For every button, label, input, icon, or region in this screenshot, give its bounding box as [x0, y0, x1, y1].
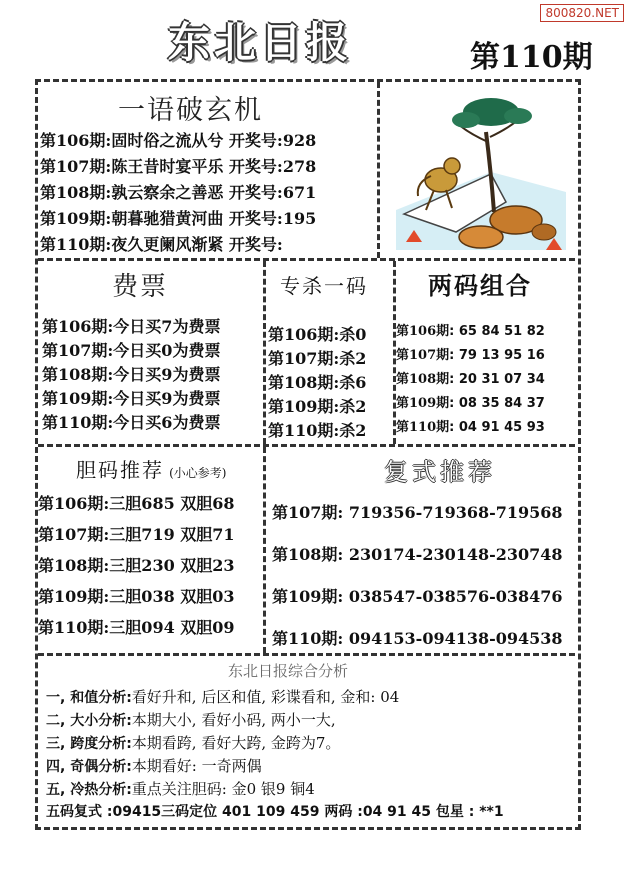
liangma-row — [396, 344, 545, 368]
divider-2 — [38, 444, 575, 447]
period-label: 第110期 — [396, 420, 450, 435]
riddle-text: 朝暮驰猎黄河曲 — [111, 209, 224, 228]
fushi-row: 第109期: 038547-038576-038476 — [272, 587, 563, 606]
feipiao-row: 第108期:今日买9为费票 — [42, 365, 221, 384]
riddle-row — [40, 180, 316, 206]
monkey-illustration — [396, 92, 566, 250]
period-label: 第110期: — [40, 235, 112, 254]
riddle-text: 陈王昔时宴平乐 — [111, 157, 224, 176]
draw-label: 开奖号: — [228, 157, 283, 176]
pair-numbers: : 08 35 84 37 — [449, 396, 545, 411]
liangma-row — [396, 320, 545, 344]
riddle-list — [40, 128, 316, 258]
divider-1 — [38, 258, 575, 261]
feipiao-row: 第109期:今日买9为费票 — [42, 389, 221, 408]
analysis-row — [46, 778, 504, 801]
riddle-title: 一语破玄机 — [118, 95, 263, 126]
site-watermark: 800820.NET — [540, 4, 624, 22]
zhuansha-row: 第108期:杀6 — [268, 373, 367, 392]
feipiao-list — [42, 314, 220, 434]
analysis-text: 重点关注胆码: 金0 银9 铜4 — [131, 780, 315, 798]
zhuansha-row: 第107期:杀2 — [268, 349, 367, 368]
draw-number: 671 — [282, 183, 317, 202]
period-label: 第109期: — [40, 209, 112, 228]
liangma-row — [396, 392, 545, 416]
divider-riddle — [377, 82, 380, 258]
riddle-row — [40, 154, 316, 180]
danma-note: (小心参考) — [169, 466, 227, 480]
fushi-list — [272, 500, 563, 668]
analysis-label: 二, 大小分析: — [46, 713, 132, 729]
liangma-row — [396, 368, 545, 392]
danma-list — [38, 491, 235, 646]
analysis-title: 东北日报综合分析 — [228, 662, 349, 680]
analysis-row — [46, 732, 504, 755]
danma-title: 胆码推荐 — [76, 458, 164, 482]
period-label: 第109期 — [396, 396, 450, 411]
fushi-row: 第110期: 094153-094138-094538 — [272, 629, 563, 648]
period-label: 第108期: — [40, 183, 112, 202]
fushi-row: 第108期: 230174-230148-230748 — [272, 545, 563, 564]
riddle-row — [40, 128, 316, 154]
fushi-row: 第107期: 719356-719368-719568 — [272, 503, 563, 522]
divider-feipiao — [263, 261, 266, 444]
feipiao-row: 第106期:今日买7为费票 — [42, 317, 221, 336]
fushi-title: 复式推荐 — [384, 458, 496, 486]
liangma-list — [396, 320, 545, 440]
period-label: 第107期: — [40, 157, 112, 176]
danma-row: 第110期:三胆094 双胆09 — [38, 618, 235, 637]
draw-label: 开奖号: — [228, 131, 283, 150]
zhuansha-row: 第110期:杀2 — [268, 421, 367, 440]
analysis-label: 三, 跨度分析: — [46, 736, 132, 752]
riddle-text: 固时俗之流从兮 — [111, 131, 224, 150]
analysis-label: 一, 和值分析: — [46, 690, 132, 706]
danma-row: 第106期:三胆685 双胆68 — [38, 494, 235, 513]
danma-header — [76, 454, 226, 483]
danma-row: 第109期:三胆038 双胆03 — [38, 587, 235, 606]
pair-numbers: : 79 13 95 16 — [449, 348, 545, 363]
riddle-text: 孰云察余之善恶 — [111, 183, 224, 202]
pair-numbers: : 65 84 51 82 — [449, 324, 545, 339]
pair-numbers: : 20 31 07 34 — [449, 372, 545, 387]
analysis-row — [46, 686, 504, 709]
pair-numbers: : 04 91 45 93 — [449, 420, 545, 435]
feipiao-row: 第110期:今日买6为费票 — [42, 413, 221, 432]
zhuansha-row: 第106期:杀0 — [268, 325, 367, 344]
period-label: 第106期 — [396, 324, 450, 339]
zhuansha-row: 第109期:杀2 — [268, 397, 367, 416]
draw-number: 195 — [282, 209, 317, 228]
analysis-row — [46, 755, 504, 778]
danma-row: 第107期:三胆719 双胆71 — [38, 525, 235, 544]
analysis-list — [46, 686, 504, 824]
analysis-footer: 五码复式 :09415三码定位 401 109 459 两码 :04 91 45 包星 : **1 — [46, 804, 504, 820]
riddle-text: 夜久更阑风渐紧 — [111, 235, 224, 254]
analysis-text: 看好升和, 后区和值, 彩谍看和, 金和: 04 — [131, 688, 400, 706]
draw-label: 开奖号: — [228, 209, 283, 228]
draw-number: 928 — [282, 131, 317, 150]
period-label: 第106期: — [40, 131, 112, 150]
issue-number: 第110期 — [470, 40, 593, 75]
draw-label: 开奖号: — [228, 235, 283, 254]
period-label: 第108期 — [396, 372, 450, 387]
analysis-text: 本期看跨, 看好大跨, 金跨为7。 — [131, 734, 341, 752]
zhuansha-list — [268, 322, 366, 442]
divider-danma — [263, 447, 266, 653]
analysis-label: 五, 冷热分析: — [46, 782, 132, 798]
riddle-row — [40, 232, 316, 258]
draw-number: 278 — [282, 157, 317, 176]
newspaper-masthead: 东北日报 — [168, 18, 353, 67]
feipiao-row: 第107期:今日买0为费票 — [42, 341, 221, 360]
feipiao-title: 费票 — [112, 272, 169, 302]
analysis-text: 本期大小, 看好小码, 两小一大, — [131, 711, 336, 729]
danma-row: 第108期:三胆230 双胆23 — [38, 556, 235, 575]
analysis-row — [46, 709, 504, 732]
zhuansha-title: 专杀一码 — [280, 274, 368, 298]
draw-label: 开奖号: — [228, 183, 283, 202]
riddle-row — [40, 206, 316, 232]
period-label: 第107期 — [396, 348, 450, 363]
analysis-text: 本期看好: 一奇两偶 — [131, 757, 262, 775]
liangma-title: 两码组合 — [428, 271, 532, 300]
liangma-row — [396, 416, 545, 440]
analysis-label: 四, 奇偶分析: — [46, 759, 132, 775]
